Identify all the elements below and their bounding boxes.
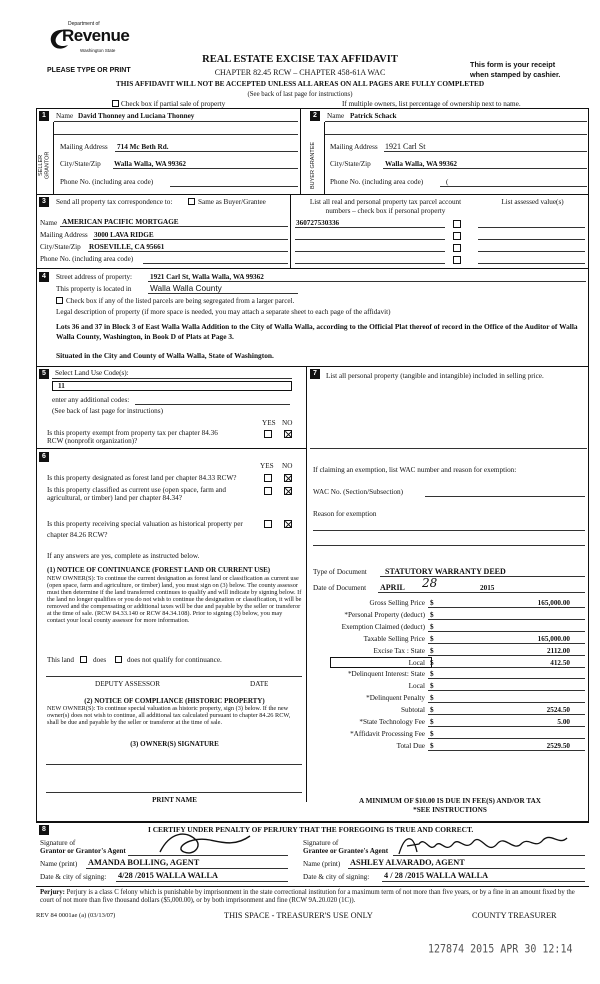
section-4-number: 4 — [39, 272, 49, 282]
buyer-name-line — [325, 121, 587, 122]
tax-corr-mail: 3000 LAVA RIDGE — [94, 231, 154, 239]
forest-land-question: Is this property designated as forest land per chapter 84.33 RCW? — [47, 474, 237, 482]
located-line — [148, 293, 298, 294]
this-land-label: This land — [47, 656, 74, 664]
revenue-logo — [46, 21, 130, 60]
buyer-city-line — [383, 168, 587, 169]
buyer-name-line-2 — [325, 134, 587, 135]
please-type-label: PLEASE TYPE OR PRINT — [47, 67, 131, 74]
land-does-label: does — [93, 656, 107, 664]
tax-corr-city-label: City/State/Zip — [40, 243, 81, 251]
fee-label: Taxable Selling Price — [363, 634, 425, 643]
notice-compliance-text: NEW OWNER(S): To continue special valuation as historic property, sign (3) below. If the new owner(s) does not wish to continue, all additional tax calculated pursuant to chapter 84.26 RCW, shall be due and payable by the seller or transferor at the time of sale. — [47, 705, 291, 727]
sec6-yes-header: YES — [260, 462, 274, 470]
grantee-date-label: Date & city of signing: — [303, 873, 370, 881]
form-see-back: (See back of last page for instructions) — [247, 91, 353, 98]
grantor-signature-of: Signature of — [40, 839, 76, 847]
fee-currency: $ — [430, 610, 434, 619]
form-title: REAL ESTATE EXCISE TAX AFFIDAVIT — [202, 54, 398, 65]
land-use-code-box[interactable] — [52, 381, 292, 391]
tax-corr-city-line — [88, 251, 288, 252]
seller-phone-line — [170, 186, 298, 187]
seller-city-line — [113, 168, 298, 169]
fee-line — [428, 619, 585, 620]
fee-label: Total Due — [396, 741, 425, 750]
fee-value: 2524.50 — [546, 706, 570, 715]
parcel-row-2-checkbox[interactable] — [453, 232, 461, 240]
fee-label: Subtotal — [401, 706, 425, 715]
fee-line — [428, 667, 585, 668]
section-7-number: 7 — [310, 369, 320, 379]
tax-corr-send-label: Send all property tax correspondence to: — [56, 198, 173, 206]
doc-type-value: STATUTORY WARRANTY DEED — [385, 567, 506, 576]
tax-corr-phone-line — [143, 263, 288, 264]
tax-corr-phone-label: Phone No. (including area code) — [40, 255, 134, 263]
divider-1-2 — [300, 108, 301, 194]
receipt-stamp: 127874 2015 APR 30 12:14 — [428, 943, 573, 956]
fee-label: *Delinquent Interest: State — [347, 670, 425, 679]
parcel-row-4-checkbox[interactable] — [453, 256, 461, 264]
section-6-number: 6 — [39, 452, 49, 462]
fee-label: *State Technology Fee — [359, 718, 425, 726]
situated-text: Situated in the City and County of Walla Walla, State of Washington. — [56, 351, 274, 360]
tax-corr-mail-line — [93, 239, 288, 240]
segregated-label: Check box if any of the listed parcels are being segregated from a larger parcel. — [66, 297, 295, 305]
fee-label: *Delinquent Penalty — [366, 694, 425, 703]
partial-sale-label: Check box if partial sale of property — [121, 100, 226, 108]
wac-line — [425, 496, 585, 497]
partial-sale-checkbox[interactable] — [112, 100, 119, 107]
doc-date-year: 2015 — [480, 584, 495, 592]
seller-mail: 714 Mc Beth Rd. — [117, 143, 169, 151]
assessed-row-4-line — [478, 263, 585, 264]
section-3-number: 3 — [39, 197, 49, 207]
grantor-date-city: 4/28 /2015 WALLA WALLA — [118, 871, 218, 880]
fee-currency: $ — [430, 622, 434, 631]
doc-date-month: APRIL — [380, 583, 405, 592]
additional-codes-label: enter any additional codes: — [52, 396, 130, 404]
fee-line — [428, 678, 585, 679]
perjury-top-border — [36, 886, 589, 887]
parcel-row-1-line — [295, 227, 445, 228]
if-any-yes-note: If any answers are yes, complete as instructed below. — [47, 552, 200, 560]
perjury-notice — [40, 889, 588, 906]
fee-line — [428, 643, 585, 644]
seller-phone-label: Phone No. (including area code) — [60, 178, 154, 186]
section-1-number: 1 — [39, 111, 49, 121]
parcel-row-3-checkbox[interactable] — [453, 244, 461, 252]
exempt-no-header: NO — [282, 419, 293, 427]
exemption-claim-label: If claiming an exemption, list WAC number and reason for exemption: — [313, 466, 517, 474]
seller-city-label: City/State/Zip — [60, 160, 101, 168]
fee-line — [428, 631, 585, 632]
deputy-assessor-label: DEPUTY ASSESSOR — [95, 680, 161, 688]
seller-name-line — [54, 121, 298, 122]
land-use-label: Select Land Use Code(s): — [55, 369, 129, 377]
street-line — [148, 281, 586, 282]
fee-currency: $ — [430, 670, 434, 679]
fee-value: 412.50 — [550, 658, 570, 667]
assessed-row-1-line — [478, 227, 585, 228]
certify-statement: I CERTIFY UNDER PENALTY OF PERJURY THAT THE FOREGOING IS TRUE AND CORRECT. — [148, 825, 474, 834]
form-chapter: CHAPTER 82.45 RCW – CHAPTER 458-61A WAC — [214, 68, 386, 77]
current-use-yes-checkbox[interactable] — [264, 487, 272, 495]
forest-yes-checkbox[interactable] — [264, 474, 272, 482]
forest-no-checkbox-checked[interactable] — [284, 474, 292, 482]
reason-line-1 — [313, 530, 585, 531]
seller-mail-label: Mailing Address — [60, 143, 108, 151]
same-as-buyer-checkbox[interactable] — [188, 198, 195, 205]
grantee-signature-of: Signature of — [303, 839, 339, 847]
seller-side-divider — [53, 122, 54, 194]
section-8-number: 8 — [39, 825, 49, 835]
seller-city: Walla Walla, WA 99362 — [114, 160, 187, 168]
fee-currency: $ — [430, 706, 434, 715]
fee-label: *Personal Property (deduct) — [344, 610, 425, 619]
parcels-heading-1: List all real and personal property tax parcel account — [309, 198, 462, 206]
seller-side-label: SELLER GRANTOR — [38, 151, 51, 179]
treasurer-space-label: THIS SPACE - TREASURER'S USE ONLY — [224, 911, 373, 920]
grantor-name-label: Name (print) — [40, 860, 78, 868]
multiple-owners-note: If multiple owners, list percentage of ownership next to name. — [342, 100, 521, 108]
buyer-side-label: BUYER GRANTEE — [310, 141, 316, 189]
buyer-mail-line — [384, 151, 587, 152]
parcel-row-4-line — [295, 263, 445, 264]
section-2-number: 2 — [310, 111, 320, 121]
print-name-label: PRINT NAME — [152, 796, 197, 804]
doc-type-label: Type of Document — [313, 568, 367, 576]
buyer-name-label: Name — [327, 112, 345, 120]
section-5-top-border — [36, 366, 589, 367]
assessed-row-2-line — [478, 239, 585, 240]
logo-dept-small: Department of — [68, 21, 100, 27]
tax-corr-name: AMERICAN PACIFIC MORTGAGE — [62, 218, 179, 226]
buyer-phone-label: Phone No. (including area code) — [330, 178, 424, 186]
land-does-checkbox[interactable] — [80, 656, 87, 663]
grantee-date-city: 4 / 28 /2015 WALLA WALLA — [384, 871, 489, 880]
land-use-code: 11 — [58, 382, 65, 390]
parcel-row-2-line — [295, 239, 445, 240]
form-warning: THIS AFFIDAVIT WILL NOT BE ACCEPTED UNLESS ALL AREAS ON ALL PAGES ARE FULLY COMPLETED — [115, 79, 485, 88]
notice-continuance-title: (1) NOTICE OF CONTINUANCE (FOREST LAND OR CURRENT USE) — [47, 566, 271, 574]
segregated-checkbox[interactable] — [56, 297, 63, 304]
sec6-no-header: NO — [282, 462, 293, 470]
fee-value: 165,000.00 — [537, 599, 570, 607]
fee-line — [428, 607, 585, 608]
notice-compliance-title: (2) NOTICE OF COMPLIANCE (HISTORIC PROPERTY) — [84, 697, 265, 705]
buyer-phone-line — [440, 186, 587, 187]
deputy-date-label: DATE — [250, 680, 269, 688]
assessed-heading: List assessed value(s) — [501, 198, 564, 206]
grantee-agent-label: Grantee or Grantee's Agent — [303, 847, 389, 855]
buyer-side-divider — [324, 122, 325, 194]
fee-value: 165,000.00 — [537, 634, 570, 643]
seller-name-label: Name — [56, 112, 74, 120]
located-county: Walla Walla County — [150, 283, 222, 293]
tax-corr-mail-label: Mailing Address — [40, 231, 88, 239]
fee-currency: $ — [430, 634, 434, 643]
local-rate-box[interactable] — [330, 657, 432, 668]
county-treasurer-label: COUNTY TREASURER — [472, 911, 557, 920]
logo-revenue-text: Revenue — [62, 26, 130, 45]
fee-currency: $ — [430, 718, 434, 726]
personal-property-label: List all personal property (tangible and intangible) included in selling price. — [326, 372, 544, 380]
historical-question: Is this property receiving special valuation as historical property per chapter 84.26 RCW? — [47, 520, 243, 539]
exempt-no-checkbox-checked[interactable] — [284, 430, 292, 438]
tax-corr-name-line — [60, 226, 288, 227]
fee-currency: $ — [430, 729, 434, 738]
fee-currency: $ — [430, 646, 434, 655]
minimum-fee-note: A MINIMUM OF $10.00 IS DUE IN FEE(S) AND/OR TAX — [359, 797, 541, 805]
perjury-bold-label: Perjury: — [40, 889, 65, 896]
owner-signature-label: (3) OWNER(S) SIGNATURE — [130, 740, 219, 748]
current-use-no-checkbox-checked[interactable] — [284, 487, 292, 495]
fee-label: Exemption Claimed (deduct) — [341, 622, 425, 631]
buyer-mail-label: Mailing Address — [330, 143, 378, 151]
buyer-mail: 1921 Carl St — [385, 142, 426, 151]
rev-form-number: REV 84 0001ae (a) (03/13/07) — [36, 912, 116, 919]
tax-corr-city: ROSEVILLE, CA 95661 — [89, 243, 165, 251]
grantee-signature-drawing — [395, 826, 575, 862]
section-6-top-border — [36, 448, 306, 449]
fee-label: Gross Selling Price — [369, 599, 425, 607]
assessed-row-3-line — [478, 251, 585, 252]
fee-value: 2112.00 — [547, 646, 570, 655]
section-5-number: 5 — [39, 369, 49, 379]
fee-value: 2529.50 — [546, 741, 570, 750]
exempt-yes-checkbox[interactable] — [264, 430, 272, 438]
same-as-buyer-label: Same as Buyer/Grantee — [198, 198, 266, 206]
section-8-top-border — [36, 822, 589, 823]
fee-value: 5.00 — [557, 718, 570, 726]
doc-date-line — [378, 592, 585, 593]
fee-currency: $ — [430, 682, 434, 691]
exempt-yes-header: YES — [262, 419, 276, 427]
seller-name: David Thonney and Luciana Thonney — [78, 112, 195, 120]
wac-label: WAC No. (Section/Subsection) — [313, 488, 404, 496]
receipt-note-1: This form is your receipt — [470, 60, 556, 69]
section-3-divider — [290, 194, 291, 268]
fee-label: *Affidavit Processing Fee — [350, 729, 425, 738]
fee-line — [428, 714, 585, 715]
fee-currency: $ — [430, 599, 434, 607]
land-use-see-back: (See back of last page for instructions) — [52, 407, 163, 415]
doc-date-day: 28 — [422, 576, 438, 590]
fee-currency: $ — [430, 694, 434, 703]
land-use-line — [52, 378, 292, 379]
fee-line — [428, 738, 585, 739]
located-label: This property is located in — [56, 285, 132, 293]
fee-label: Excise Tax : State — [373, 646, 425, 655]
reason-label: Reason for exemption — [313, 510, 377, 518]
receipt-note-2: when stamped by cashier. — [470, 70, 561, 79]
doc-date-label: Date of Document — [313, 584, 367, 592]
seller-mail-line — [115, 151, 298, 152]
fee-line — [428, 750, 585, 751]
buyer-name: Patrick Schack — [350, 112, 397, 120]
parcel-row-1-checkbox[interactable] — [453, 220, 461, 228]
parcel-row-3-line — [295, 251, 445, 252]
grantor-name-line — [86, 868, 288, 869]
grantor-signature-drawing — [150, 826, 260, 862]
section-3-top-border — [36, 194, 589, 195]
fee-label: Local — [408, 682, 425, 691]
fee-label: Local — [408, 658, 425, 667]
legal-desc-label: Legal description of property (if more space is needed, you may attach a separate sheet to each page of the affidavit) — [56, 308, 391, 316]
deputy-signature-line — [46, 676, 302, 677]
historical-no-checkbox-checked[interactable] — [284, 520, 292, 528]
grantee-name-line — [348, 868, 585, 869]
current-use-question: Is this property classified as current use (open space, farm and agricultural, or timber) land per chapter 84.34? — [47, 486, 227, 503]
exempt-question: Is this property exempt from property tax per chapter 84.36 RCW (nonprofit organization)? — [47, 429, 218, 446]
print-name-line — [46, 792, 302, 793]
perjury-text: Perjury is a class C felony which is punishable by imprisonment in the state correctional institution for a maximum term of not more than five years, or by a fine in an amount fixed by the court of not more than five thousand dollars ($5,000.00), or by both imprisonment and fine (RCW 9A.20.020 (1C)). — [40, 889, 575, 905]
parcel-row-1-value: 360727530336 — [296, 219, 340, 227]
buyer-city: Walla Walla, WA 99362 — [385, 160, 458, 168]
logo-state-small: Washington State — [80, 48, 116, 53]
grantee-date-line — [382, 881, 585, 882]
reason-line-2 — [313, 545, 585, 546]
legal-description: Lots 36 and 37 in Block 3 of East Walla Walla Addition to the City of Walla Walla, according to the Official Plat thereof of record in the Office of the Auditor of Walla Walla County, Washington, in Book D of Plats at Page 3. — [56, 322, 578, 341]
buyer-phone-paren: ( — [446, 178, 449, 186]
buyer-city-label: City/State/Zip — [330, 160, 371, 168]
doc-type-line — [380, 576, 585, 577]
see-instructions-note: *SEE INSTRUCTIONS — [413, 806, 487, 814]
grantor-name: AMANDA BOLLING, AGENT — [88, 858, 200, 867]
grantee-name: ASHLEY ALVARADO, AGENT — [350, 858, 465, 867]
fee-line — [428, 726, 585, 727]
grantor-date-line — [116, 881, 288, 882]
parcels-heading-2: numbers – check box if personal property — [325, 207, 446, 215]
land-does-not-checkbox[interactable] — [115, 656, 122, 663]
personal-property-line — [310, 448, 587, 449]
grantor-agent-label: Grantor or Grantor's Agent — [40, 847, 126, 855]
grantor-date-label: Date & city of signing: — [40, 873, 107, 881]
land-does-not-label: does not qualify for continuance. — [127, 656, 222, 664]
fee-line — [428, 655, 585, 656]
seller-name-line-2 — [54, 134, 298, 135]
section-4-top-border — [36, 268, 589, 269]
additional-codes-line — [135, 404, 290, 405]
owner-signature-line — [46, 764, 302, 765]
grantee-name-label: Name (print) — [303, 860, 341, 868]
fee-currency: $ — [430, 741, 434, 750]
street-label: Street address of property: — [56, 273, 133, 281]
fee-line — [428, 702, 585, 703]
fee-currency: $ — [430, 658, 434, 667]
street-address: 1921 Carl St, Walla Walla, WA 99362 — [150, 273, 264, 281]
notice-continuance-text: NEW OWNER(S): To continue the current designation as forest land or classification as current use (open space, farm and agriculture, or timber) land, you must sign on (3) below. The county assessor must then determine if the land transferred continues to qualify and will indicate by signing below. If the land no longer qualifies or you do not wish to continue the designation or classification, it will be removed and the compensating or additional taxes will be due and payable by the seller or transferor at the time of sale. (RCW 84.33.140 or RCW 84.34.108). Prior to signing (3) below, you may contact your local county assessor for more information. — [47, 575, 302, 625]
tax-corr-name-label: Name — [40, 219, 58, 227]
historical-yes-checkbox[interactable] — [264, 520, 272, 528]
fee-line — [428, 690, 585, 691]
